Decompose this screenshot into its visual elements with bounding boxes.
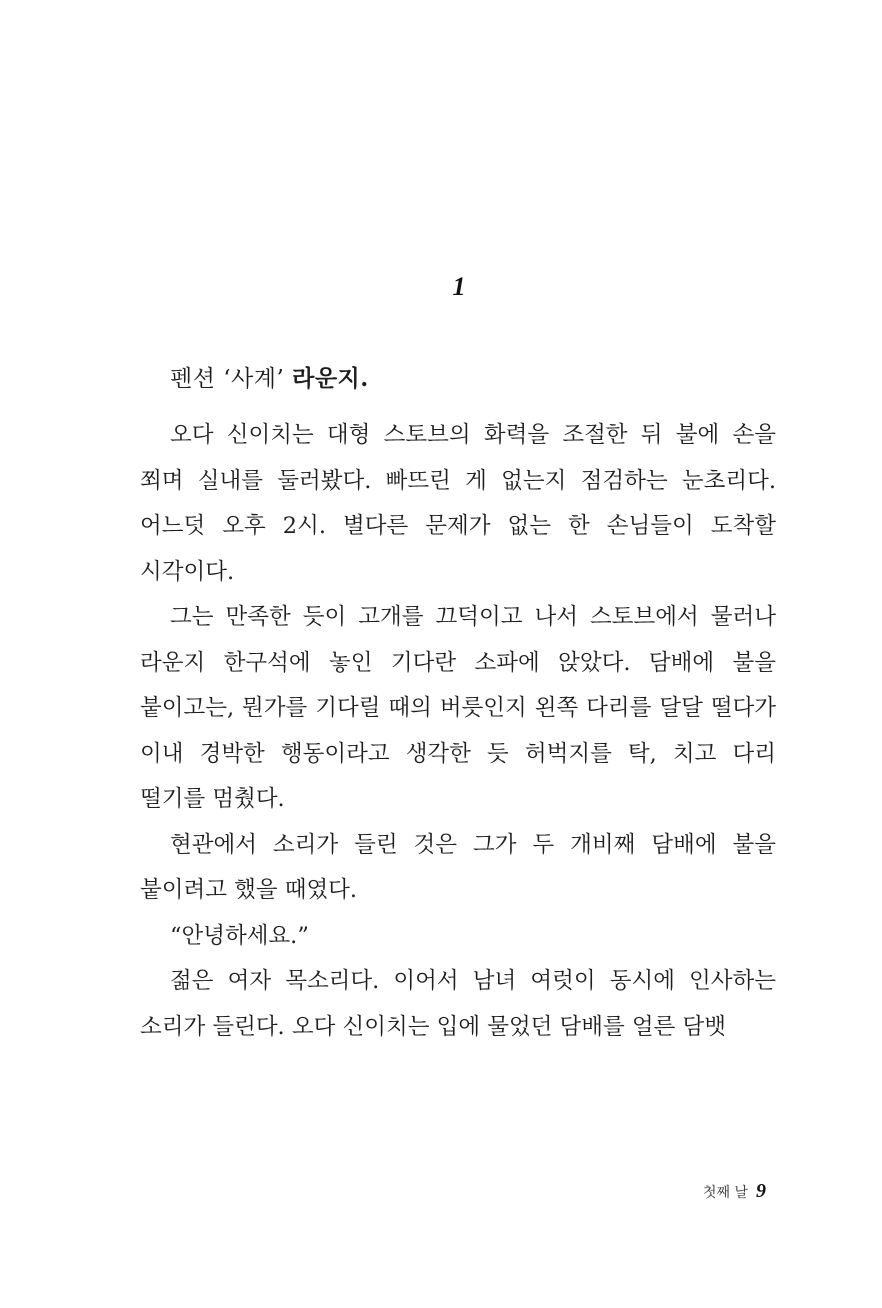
scene-heading-bold: 라운지. xyxy=(292,365,369,392)
scene-heading xyxy=(170,360,369,393)
running-footer-chapter: 첫째 날 xyxy=(702,1185,748,1201)
chapter-number: 1 xyxy=(452,272,466,301)
paragraph-3: 현관에서 소리가 들린 것은 그가 두 개비째 담배에 불을 붙이려고 했을 때였다. xyxy=(140,831,776,903)
body-text xyxy=(140,413,776,1050)
paragraph-2: 그는 만족한 듯이 고개를 끄덕이고 나서 스토브에서 물러나 라운지 한구석에 놓인 기다란 소파에 앉았다. 담배에 불을 붙이고는, 뭔가를 기다릴 때의 버릇인지 왼쪽 다리를 달달 떨다가 이내 경박한 행동이라고 생각한 듯 허벅지를 탁, 치고 다리 떨기를 멈췄다. xyxy=(140,604,776,812)
page-number: 9 xyxy=(756,1180,766,1202)
paragraph-5: 젊은 여자 목소리다. 이어서 남녀 여럿이 동시에 인사하는 소리가 들린다. 오다 신이치는 입에 물었던 담배를 얼른 담뱃 xyxy=(140,968,776,1040)
paragraph-4-dialogue: “안녕하세요.” xyxy=(170,922,309,949)
scene-heading-plain: 펜션 ‘사계’ xyxy=(170,366,293,392)
page-footer xyxy=(703,1180,766,1203)
paragraph-1: 오다 신이치는 대형 스토브의 화력을 조절한 뒤 불에 손을 쬐며 실내를 둘러봤다. 빠뜨린 게 없는지 점검하는 눈초리다. 어느덧 오후 2시. 별다른 문제가 없는 한 손님들이 도착할 시각이다. xyxy=(140,422,776,585)
